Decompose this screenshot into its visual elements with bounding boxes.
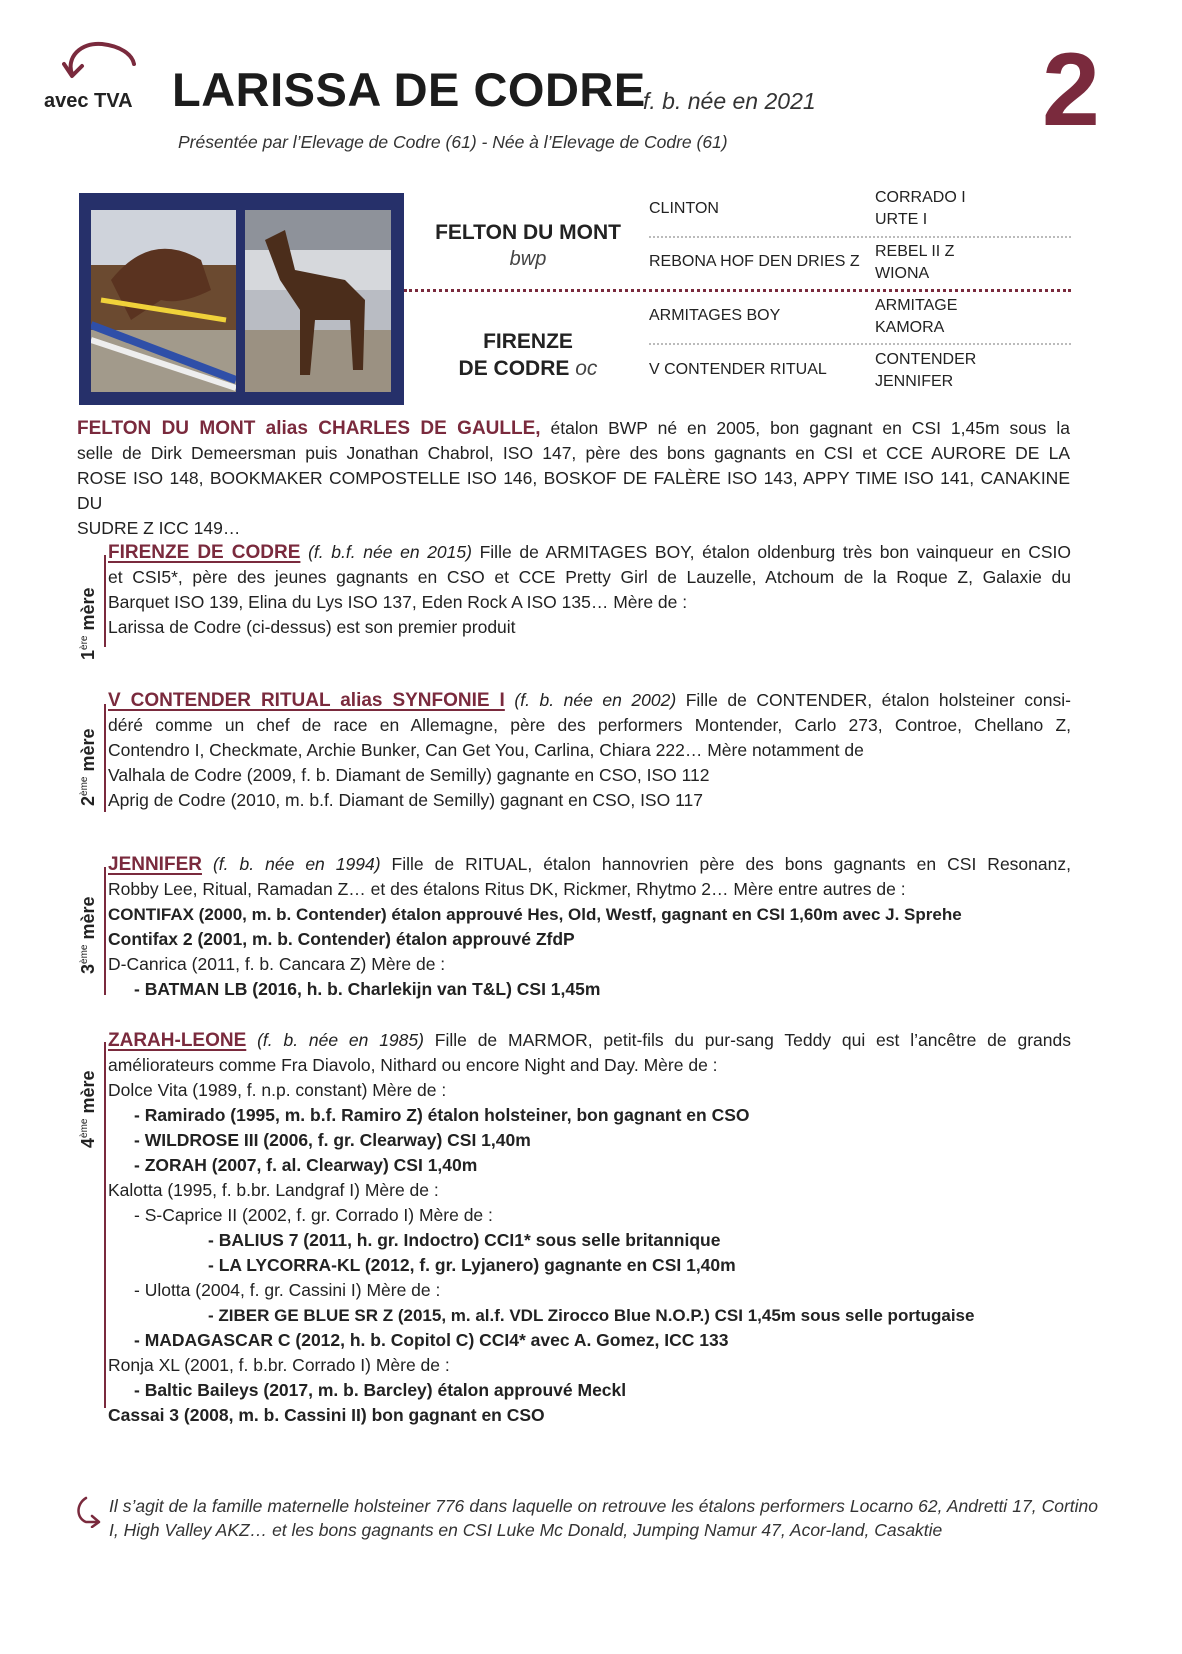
great-grandparent: JENNIFER — [875, 373, 954, 390]
great-grandparent: REBEL II Z — [875, 243, 955, 260]
dam-name-line1: FIRENZE — [483, 330, 573, 353]
text-line: D-Canrica (2011, f. b. Cancara Z) Mère de : — [108, 954, 446, 974]
text-line: Barquet ISO 139, Elina du Lys ISO 137, Eden Rock A ISO 135… Mère de : — [108, 592, 688, 612]
text-line: déré comme un chef de race en Allemagne, père des performers Montender, Carlo 273, Controe, Chellano Z, — [108, 715, 1071, 735]
sire-text-line: étalon BWP né en 2005, bon gagnant en CSI 1,45m sous la — [550, 418, 1070, 438]
text-line: Larissa de Codre (ci-dessus) est son premier produit — [108, 617, 516, 637]
text-line: Dolce Vita (1989, f. n.p. constant) Mère de : — [108, 1080, 447, 1100]
sire-sire: CLINTON — [649, 200, 719, 217]
text-line: Ronja XL (2001, f. b.br. Corrado I) Mère de : — [108, 1355, 450, 1375]
mare-name: V CONTENDER RITUAL alias SYNFONIE I — [108, 690, 505, 711]
dam-name-line2-text: DE CODRE — [458, 357, 570, 380]
sire-studbook: bwp — [509, 248, 547, 270]
sire-text-line: SUDRE Z ICC 149… — [77, 518, 241, 538]
text-line: améliorateurs comme Fra Diavolo, Nithard ou encore Night and Day. Mère de : — [108, 1055, 718, 1075]
generation-1-text: FIRENZE DE CODRE (f. b.f. née en 2015) Fille de ARMITAGES BOY, étalon oldenburg très bon vainqueur en CSIO et CSI5*, père des jeunes gagnants en CSO et CCE Pretty Girl de Lauzelle, Atchoum de la Roque Z, Galaxie du Barquet ISO 139, Elina du Lys ISO 137, Eden Rock A ISO 135… Mère de : Larissa de Codre (ci-dessus) est son premier produit — [108, 540, 1071, 640]
lot-number: 2 — [1042, 32, 1100, 148]
text-line: - BATMAN LB (2016, h. b. Charlekijn van T&L) CSI 1,45m — [134, 979, 601, 999]
hook-arrow-icon — [72, 1494, 102, 1528]
horse-details: f. b. née en 2021 — [643, 88, 816, 114]
great-grandparent: CONTENDER — [875, 351, 977, 368]
sire-text-line: ROSE ISO 148, BOOKMAKER COMPOSTELLE ISO 146, BOSKOF DE FALÈRE ISO 143, APPY TIME ISO 141, CANAKINE DU — [77, 468, 1070, 513]
presented-by: Présentée par l’Elevage de Codre (61) - Née à l’Elevage de Codre (61) — [178, 132, 728, 152]
family-note: Il s’agit de la famille maternelle holsteiner 776 dans laquelle on retrouve les étalons performers Locarno 62, Andretti 17, Cortino I, High Valley AKZ… et les bons gagnants en CSI Luke Mc Donald, Jumping Namur 47, Acor-land, Casaktie — [109, 1496, 1098, 1540]
text-line: Robby Lee, Ritual, Ramadan Z… et des étalons Ritus DK, Rickmer, Rhytmo 2… Mère entre autres de : — [108, 879, 906, 899]
mare-name: JENNIFER — [108, 854, 202, 875]
text-line: Valhala de Codre (2009, f. b. Diamant de Semilly) gagnante en CSO, ISO 112 — [108, 765, 710, 785]
text-line: - LA LYCORRA-KL (2012, f. gr. Lyjanero) gagnante en CSI 1,40m — [208, 1255, 736, 1275]
jumping-horse-photo — [91, 210, 236, 392]
great-grandparent: CORRADO I — [875, 189, 966, 206]
generation-label-1: 1ère mère — [78, 587, 98, 660]
text-line: - Baltic Baileys (2017, m. b. Barcley) étalon approuvé Meckl — [134, 1380, 627, 1400]
generation-2-text: V CONTENDER RITUAL alias SYNFONIE I (f. b. née en 2002) Fille de CONTENDER, étalon holsteiner consi- déré comme un chef de race en Allemagne, père des performers Montender, Carlo 273, Controe, Chellano Z, Contendro I, Checkmate, Archie Bunker, Can Get You, Carlina, Chiara 222… Mère notamment de Valhala de Codre (2009, f. b. Diamant de Semilly) gagnante en CSO, ISO 112 Aprig de Codre (2010, m. b.f. Diamant de Semilly) gagnant en CSO, ISO 117 — [108, 688, 1071, 813]
generation-bar — [104, 704, 106, 812]
great-grandparent: WIONA — [875, 265, 930, 282]
text-line: - ZIBER GE BLUE SR Z (2015, m. al.f. VDL Zirocco Blue N.O.P.) CSI 1,45m sous selle portugaise — [208, 1306, 975, 1325]
text-line: et CSI5*, père des jeunes gagnants en CSO et CCE Pretty Girl de Lauzelle, Atchoum de la Roque Z, Galaxie du — [108, 567, 1071, 587]
sire-dam: REBONA HOF DEN DRIES Z — [649, 253, 860, 270]
generation-bar — [104, 867, 106, 995]
pedigree-divider-main — [404, 289, 1071, 292]
text-line: - S-Caprice II (2002, f. gr. Corrado I) Mère de : — [134, 1205, 493, 1225]
pedigree-divider — [649, 343, 1071, 345]
text-line: - WILDROSE III (2006, f. gr. Clearway) CSI 1,40m — [134, 1130, 531, 1150]
sire-heading: FELTON DU MONT alias CHARLES DE GAULLE, — [77, 418, 541, 439]
sire-name: FELTON DU MONT — [435, 221, 621, 244]
great-grandparent: KAMORA — [875, 319, 945, 336]
generation-label-3: 3ème mère — [78, 896, 98, 974]
text-line: - MADAGASCAR C (2012, h. b. Copitol C) CCI4* avec A. Gomez, ICC 133 — [134, 1330, 729, 1350]
text-line: Kalotta (1995, f. b.br. Landgraf I) Mère de : — [108, 1180, 439, 1200]
text-line: - Ulotta (2004, f. gr. Cassini I) Mère de : — [134, 1280, 441, 1300]
pedigree-divider — [649, 236, 1071, 238]
text-line: - ZORAH (2007, f. al. Clearway) CSI 1,40m — [134, 1155, 478, 1175]
sire-paragraph — [77, 416, 1070, 541]
text-line: - Ramirado (1995, m. b.f. Ramiro Z) étalon holsteiner, bon gagnant en CSO — [134, 1105, 750, 1125]
dam-studbook: oc — [575, 357, 598, 380]
dam-dam: V CONTENDER RITUAL — [649, 361, 827, 378]
photo-frame — [79, 193, 404, 405]
curved-arrow-icon — [62, 34, 142, 82]
great-grandparent: URTE I — [875, 211, 928, 228]
text-line: Aprig de Codre (2010, m. b.f. Diamant de Semilly) gagnant en CSO, ISO 117 — [108, 790, 703, 810]
great-grandparent: ARMITAGE — [875, 297, 958, 314]
mare-name: FIRENZE DE CODRE — [108, 542, 301, 563]
text-line: Contendro I, Checkmate, Archie Bunker, Can Get You, Carlina, Chiara 222… Mère notamment de — [108, 740, 864, 760]
generation-3-text: JENNIFER (f. b. née en 1994) Fille de RITUAL, étalon hannovrien père des bons gagnants en CSI Resonanz, Robby Lee, Ritual, Ramadan Z… et des étalons Ritus DK, Rickmer, Rhytmo 2… Mère entre autres de : CONTIFAX (2000, m. b. Contender) étalon approuvé Hes, Old, Westf, gagnant en CSI 1,60m avec J. Sprehe Contifax 2 (2001, m. b. Contender) étalon approuvé ZfdP D-Canrica (2011, f. b. Cancara Z) Mère de : - BATMAN LB (2016, h. b. Charlekijn van T&L) CSI 1,45m — [108, 852, 1071, 1002]
mare-name: ZARAH-LEONE — [108, 1030, 247, 1051]
dam-sire: ARMITAGES BOY — [649, 307, 781, 324]
generation-4-text: ZARAH-LEONE (f. b. née en 1985) Fille de MARMOR, petit-fils du pur-sang Teddy qui est l’ancêtre de grands améliorateurs comme Fra Diavolo, Nithard ou encore Night and Day. Mère de : Dolce Vita (1989, f. n.p. constant) Mère de : - Ramirado (1995, m. b.f. Ramiro Z) étalon holsteiner, bon gagnant en CSO - WILDROSE III (2006, f. gr. Clearway) CSI 1,40m - ZORAH (2007, f. al. Clearway) CSI 1,40m Kalotta (1995, f. b.br. Landgraf I) Mère de : - S-Caprice II (2002, f. gr. Corrado I) Mère de : - BALIUS 7 (2011, h. gr. Indoctro) CCI1* sous selle britannique - LA LYCORRA-KL (2012, f. gr. Lyjanero) gagnante en CSI 1,40m - Ulotta (2004, f. gr. Cassini I) Mère de : - ZIBER GE BLUE SR Z (2015, m. al.f. VDL Zirocco Blue N.O.P.) CSI 1,45m sous selle portugaise - MADAGASCAR C (2012, h. b. Copitol C) CCI4* avec A. Gomez, ICC 133 Ronja XL (2001, f. b.br. Corrado I) Mère de : - Baltic Baileys (2017, m. b. Barcley) étalon approuvé Meckl Cassai 3 (2008, m. b. Cassini II) bon gagnant en CSO — [108, 1028, 1071, 1428]
foal-photo — [245, 210, 391, 392]
text-line: Cassai 3 (2008, m. b. Cassini II) bon gagnant en CSO — [108, 1405, 545, 1425]
generation-label-4: 4ème mère — [78, 1070, 98, 1148]
text-line: Contifax 2 (2001, m. b. Contender) étalon approuvé ZfdP — [108, 929, 575, 949]
sire-text-line: selle de Dirk Demeersman puis Jonathan Chabrol, ISO 147, père des bons gagnants en CSI et CCE AURORE DE LA — [77, 443, 1070, 463]
text-line: CONTIFAX (2000, m. b. Contender) étalon approuvé Hes, Old, Westf, gagnant en CSI 1,60m avec J. Sprehe — [108, 905, 962, 924]
text-line: - BALIUS 7 (2011, h. gr. Indoctro) CCI1* sous selle britannique — [208, 1230, 721, 1250]
horse-name: LARISSA DE CODRE — [172, 63, 646, 116]
generation-bar — [104, 1042, 106, 1408]
dam-name-line2 — [398, 357, 658, 381]
tva-label: avec TVA — [44, 90, 133, 112]
generation-bar — [104, 555, 106, 647]
generation-label-2: 2ème mère — [78, 728, 98, 806]
